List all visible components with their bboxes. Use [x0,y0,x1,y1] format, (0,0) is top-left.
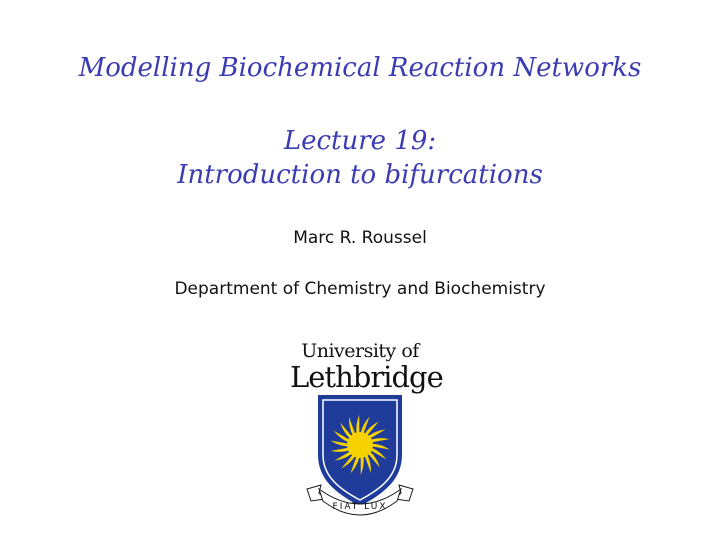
logo-motto: FIAT LUX [332,502,388,512]
author-name: Marc R. Roussel [293,228,427,248]
university-logo [290,340,443,520]
logo-university-of: University of [301,340,419,362]
department-name: Department of Chemistry and Biochemistry [174,279,546,299]
sun-crest-icon [305,393,415,520]
logo-lethbridge: Lethbridge [290,360,443,394]
lecture-topic: Introduction to bifurcations [177,160,543,190]
lecture-number: Lecture 19: [283,126,437,156]
course-title: Modelling Biochemical Reaction Networks [78,53,642,83]
